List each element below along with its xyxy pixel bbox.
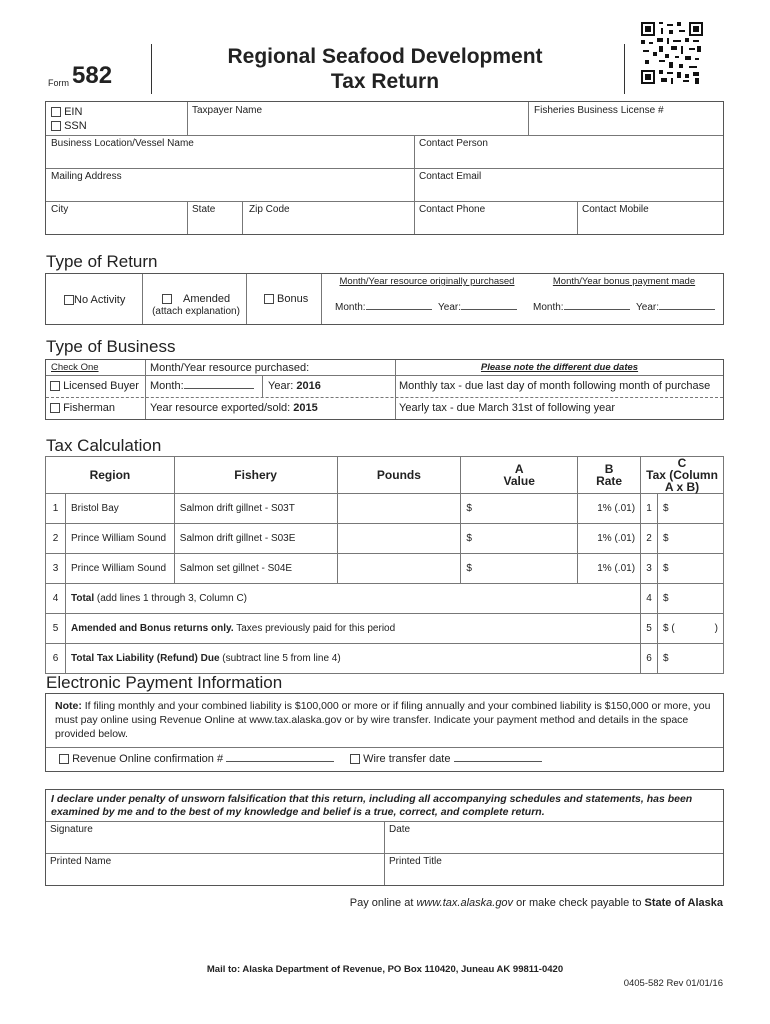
- license-label: Fisheries Business License #: [534, 105, 664, 116]
- liability-cell[interactable]: $: [658, 644, 724, 674]
- revenue-online-option[interactable]: Revenue Online confirmation #: [59, 753, 334, 765]
- licensed-buyer-option[interactable]: Licensed Buyer: [50, 380, 139, 392]
- ssn-option[interactable]: SSN: [51, 120, 87, 132]
- qr-code-icon: [641, 22, 703, 84]
- fisherman-option[interactable]: Fisherman: [50, 402, 115, 414]
- value-cell[interactable]: $: [461, 494, 578, 524]
- ein-checkbox[interactable]: [51, 107, 61, 117]
- wire-transfer-option[interactable]: Wire transfer date: [350, 753, 542, 765]
- header-divider-right: [624, 44, 625, 94]
- fishery-header: Fishery: [174, 457, 337, 494]
- form-label: Form: [48, 78, 69, 88]
- type-of-business-box: [45, 359, 724, 420]
- value-header: A Value: [461, 457, 578, 494]
- amended-option[interactable]: Amended (attach explanation): [152, 293, 240, 317]
- previous-paid-label: Amended and Bonus returns only. Taxes previously paid for this period: [65, 614, 640, 644]
- type-of-business-title: Type of Business: [46, 337, 176, 356]
- ssn-checkbox[interactable]: [51, 121, 61, 131]
- tax-cell[interactable]: $: [658, 494, 724, 524]
- printed-title-field[interactable]: Printed Title: [389, 856, 442, 867]
- pounds-cell[interactable]: [337, 494, 461, 524]
- region-cell: Bristol Bay: [65, 494, 174, 524]
- rate-cell: 1% (.01): [578, 554, 641, 584]
- value-cell[interactable]: $: [461, 554, 578, 584]
- yearly-due-text: Yearly tax - due March 31st of following year: [399, 402, 616, 414]
- pay-online-line: Pay online at www.tax.alaska.gov or make check payable to State of Alaska: [349, 897, 723, 909]
- rate-header: B Rate: [578, 457, 641, 494]
- pounds-cell[interactable]: [337, 554, 461, 584]
- bonus-year-field[interactable]: Year:: [636, 302, 715, 313]
- region-header: Region: [46, 457, 175, 494]
- ein-option[interactable]: EIN: [51, 106, 82, 118]
- liability-row: 6 Total Tax Liability (Refund) Due (subtract line 5 from line 4) 6 $: [46, 644, 724, 674]
- page-title: [160, 44, 610, 94]
- title-line-2: Tax Return: [330, 70, 440, 93]
- contact-mobile-label: Contact Mobile: [582, 204, 649, 215]
- printed-name-field[interactable]: Printed Name: [50, 856, 112, 867]
- zip-label: Zip Code: [249, 204, 290, 215]
- payment-note: Note: If filing monthly and your combined liability is $100,000 or more or if filing annually and your combined liability is $150,000 or more, you must pay online using Revenue Online at www.tax.alaska.gov or by wire transfer. Indicate your payment method and details in the space provided below.: [55, 700, 711, 740]
- total-tax-cell[interactable]: $: [658, 584, 724, 614]
- taxpayer-info-box: [45, 101, 724, 235]
- bonus-payment-header: Month/Year bonus payment made: [552, 276, 696, 287]
- total-row: 4 Total (add lines 1 through 3, Column C) 4 $: [46, 584, 724, 614]
- declaration-box: [45, 789, 724, 886]
- bonus-month-field[interactable]: Month:: [533, 302, 630, 313]
- tax-website-link[interactable]: www.tax.alaska.gov: [416, 897, 514, 909]
- purchased-header: Month/Year resource purchased:: [150, 362, 310, 374]
- electronic-payment-title: Electronic Payment Information: [46, 673, 283, 692]
- no-activity-option[interactable]: No Activity: [64, 294, 125, 306]
- liability-label: Total Tax Liability (Refund) Due (subtract line 5 from line 4): [65, 644, 640, 674]
- monthly-due-text: Monthly tax - due last day of month following month of purchase: [399, 380, 711, 392]
- licensed-buyer-checkbox[interactable]: [50, 381, 60, 391]
- mail-to-address: Mail to: Alaska Department of Revenue, PO Box 110420, Juneau AK 99811-0420: [206, 964, 564, 975]
- tax-cell[interactable]: $: [658, 554, 724, 584]
- value-cell[interactable]: $: [461, 524, 578, 554]
- header-divider: [151, 44, 152, 94]
- region-cell: Prince William Sound: [65, 524, 174, 554]
- previous-paid-cell[interactable]: $ ( ): [658, 614, 724, 644]
- city-label: City: [51, 204, 69, 215]
- purchase-month-field[interactable]: Month:: [150, 380, 254, 392]
- rate-cell: 1% (.01): [578, 494, 641, 524]
- pounds-cell[interactable]: [337, 524, 461, 554]
- due-dates-header: Please note the different due dates: [480, 362, 639, 373]
- mailing-address-label: Mailing Address: [51, 171, 122, 182]
- orig-year-field[interactable]: Year:: [438, 302, 517, 313]
- declaration-text: I declare under penalty of unsworn falsification that this return, including all accompanying schedules and statements, has been examined by me and to the best of my knowledge and belief is a true, correct, and complete return.: [51, 793, 693, 818]
- purchase-year-field[interactable]: Year: 2016: [268, 380, 321, 392]
- fishery-cell: Salmon drift gillnet - S03E: [174, 524, 337, 554]
- form-code: 0405-582 Rev 01/01/16: [623, 978, 723, 989]
- form-number: 582: [72, 62, 113, 89]
- contact-phone-label: Contact Phone: [419, 204, 486, 215]
- type-of-return-title: Type of Return: [46, 252, 158, 271]
- signature-field[interactable]: Signature: [50, 824, 93, 835]
- bonus-option[interactable]: Bonus: [264, 293, 308, 305]
- pounds-header: Pounds: [337, 457, 461, 494]
- table-row: 3 Prince William Sound Salmon set gillnet - S04E $ 1% (.01) 3 $: [46, 554, 724, 584]
- contact-email-label: Contact Email: [419, 171, 482, 182]
- state-label: State: [192, 204, 216, 215]
- date-field[interactable]: Date: [389, 824, 411, 835]
- fisherman-checkbox[interactable]: [50, 403, 60, 413]
- previous-paid-row: 5 Amended and Bonus returns only. Taxes previously paid for this period 5 $ ( ): [46, 614, 724, 644]
- no-activity-checkbox[interactable]: [64, 295, 74, 305]
- orig-month-field[interactable]: Month:: [335, 302, 432, 313]
- bonus-checkbox[interactable]: [264, 294, 274, 304]
- total-label: Total (add lines 1 through 3, Column C): [65, 584, 640, 614]
- title-line-1: Regional Seafood Development: [227, 45, 543, 68]
- contact-person-label: Contact Person: [419, 138, 488, 149]
- tax-calculation-title: Tax Calculation: [46, 436, 162, 455]
- region-cell: Prince William Sound: [65, 554, 174, 584]
- wire-transfer-checkbox[interactable]: [350, 754, 360, 764]
- rate-cell: 1% (.01): [578, 524, 641, 554]
- table-row: 1 Bristol Bay Salmon drift gillnet - S03T $ 1% (.01) 1 $: [46, 494, 724, 524]
- orig-purchase-header: Month/Year resource originally purchased: [339, 276, 515, 287]
- fishery-cell: Salmon drift gillnet - S03T: [174, 494, 337, 524]
- business-location-label: Business Location/Vessel Name: [51, 138, 194, 149]
- taxpayer-name-label: Taxpayer Name: [192, 105, 263, 116]
- fishery-cell: Salmon set gillnet - S04E: [174, 554, 337, 584]
- amended-checkbox[interactable]: [162, 294, 172, 304]
- exported-year-field: Year resource exported/sold: 2015: [150, 402, 318, 414]
- tax-table-header-row: [46, 457, 724, 494]
- tax-header: C Tax (Column A x B): [641, 457, 724, 494]
- tax-calculation-table: [45, 456, 724, 674]
- payment-box: [45, 693, 724, 772]
- check-one-label: Check One: [51, 362, 99, 373]
- table-row: 2 Prince William Sound Salmon drift gillnet - S03E $ 1% (.01) 2 $: [46, 524, 724, 554]
- tax-cell[interactable]: $: [658, 524, 724, 554]
- type-of-return-box: [45, 273, 724, 325]
- revenue-online-checkbox[interactable]: [59, 754, 69, 764]
